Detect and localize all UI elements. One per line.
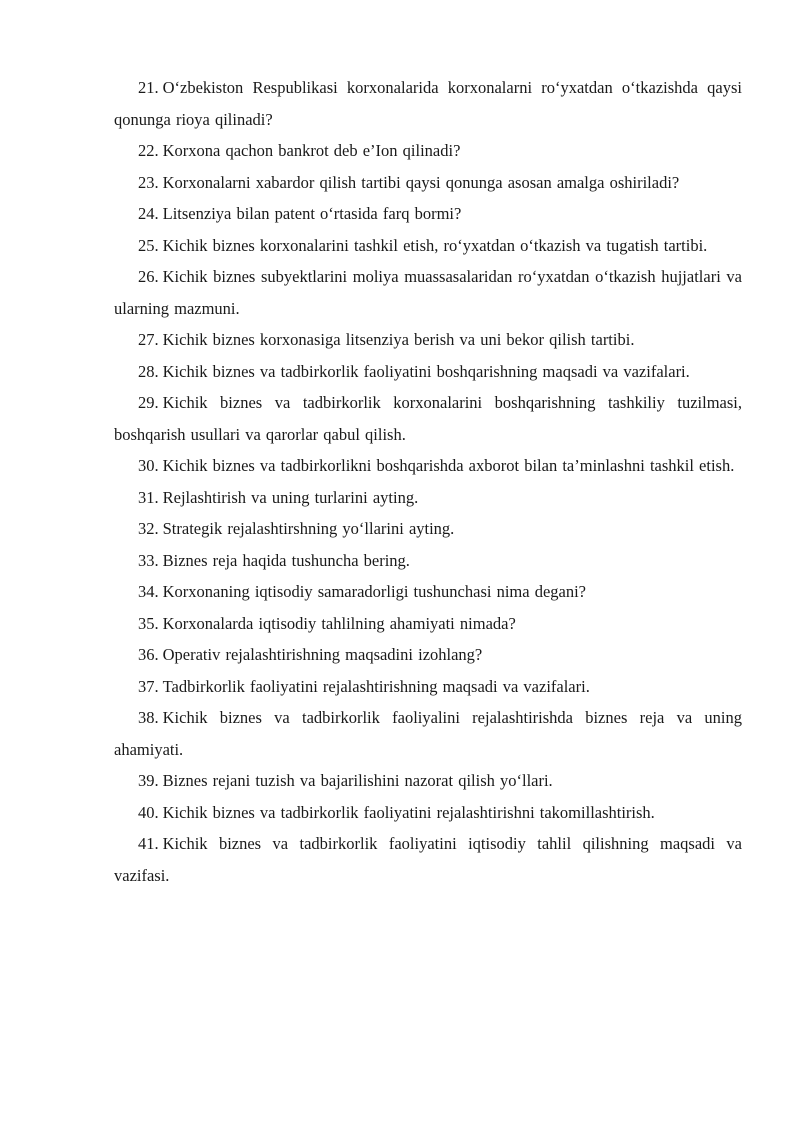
- question-item: [114, 450, 742, 482]
- question-number: 26.: [138, 267, 159, 286]
- question-item: [114, 545, 742, 577]
- question-number: 41.: [138, 834, 159, 853]
- question-item: [114, 576, 742, 608]
- question-number: 36.: [138, 645, 159, 664]
- question-text: Korxonalarni xabardor qilish tartibi qaysi qonunga asosan amalga oshiriladi?: [162, 172, 680, 192]
- question-number: 34.: [138, 582, 159, 601]
- question-text: Kichik biznes va tadbirkorlik faoliyatini rejalashtirishni takomillashtirish.: [162, 802, 655, 822]
- question-item: [114, 671, 742, 703]
- question-item: [114, 230, 742, 262]
- question-number: 23.: [138, 172, 159, 192]
- question-number: 29.: [138, 393, 159, 412]
- question-item: [114, 608, 742, 640]
- question-item: [114, 765, 742, 797]
- question-item: [114, 482, 742, 514]
- question-item: [114, 702, 742, 765]
- question-number: 22.: [138, 141, 159, 160]
- question-item: [114, 324, 742, 356]
- question-text: Litsenziya bilan patent o‘rtasida farq bormi?: [162, 204, 462, 223]
- question-item: [114, 797, 742, 829]
- question-text: O‘zbekiston Respublikasi korxonalarida korxonalarni ro‘yxatdan o‘tkazishda qaysi qonunga rioya qilinadi?: [114, 78, 742, 129]
- question-number: 30.: [138, 456, 159, 475]
- question-number: 24.: [138, 204, 159, 223]
- question-number: 33.: [138, 550, 159, 570]
- question-number: 31.: [138, 487, 159, 507]
- question-text: Tadbirkorlik faoliyatini rejalashtirishning maqsadi va vazifalari.: [162, 676, 590, 696]
- question-text: Strategik rejalashtirshning yo‘llarini ayting.: [162, 519, 455, 538]
- question-text: Korxonalarda iqtisodiy tahlilning ahamiyati nimada?: [162, 613, 516, 633]
- question-text: Korxona qachon bankrot deb e’Ion qilinadi?: [162, 141, 461, 160]
- question-item: [114, 167, 742, 199]
- question-item: [114, 639, 742, 671]
- question-number: 40.: [138, 802, 159, 822]
- document-page: [114, 72, 742, 891]
- question-text: Kichik biznes va tadbirkorlik faoliyatini boshqarishning maqsadi va vazifalari.: [162, 361, 690, 381]
- question-text: Kichik biznes korxonasiga litsenziya berish va uni bekor qilish tartibi.: [162, 330, 635, 349]
- question-text: Kichik biznes va tadbirkorlik faoliyatini iqtisodiy tahlil qilishning maqsadi va vazifasi.: [114, 834, 742, 885]
- question-item: [114, 513, 742, 545]
- question-number: 32.: [138, 519, 159, 538]
- question-number: 28.: [138, 361, 159, 381]
- question-number: 25.: [138, 235, 159, 255]
- question-number: 39.: [138, 771, 159, 790]
- question-number: 35.: [138, 613, 159, 633]
- question-number: 38.: [138, 708, 159, 727]
- question-item: [114, 198, 742, 230]
- question-item: [114, 72, 742, 135]
- question-text: Biznes rejani tuzish va bajarilishini nazorat qilish yo‘llari.: [162, 771, 553, 790]
- question-text: Kichik biznes va tadbirkorlik korxonalarini boshqarishning tashkiliy tuzilmasi, boshqarish usullari va qarorlar qabul qilish.: [114, 393, 742, 444]
- question-item: [114, 261, 742, 324]
- question-text: Kichik biznes korxonalarini tashkil etish, ro‘yxatdan o‘tkazish va tugatish tartibi.: [162, 235, 708, 255]
- question-text: Operativ rejalashtirishning maqsadini izohlang?: [162, 645, 483, 664]
- question-item: [114, 135, 742, 167]
- question-number: 37.: [138, 676, 159, 696]
- question-item: [114, 828, 742, 891]
- question-text: Kichik biznes va tadbirkorlik faoliyalini rejalashtirishda biznes reja va uning ahamiyati.: [114, 708, 742, 759]
- question-text: Rejlashtirish va uning turlarini ayting.: [162, 487, 419, 507]
- question-text: Biznes reja haqida tushuncha bering.: [162, 550, 410, 570]
- question-item: [114, 387, 742, 450]
- question-number: 21.: [138, 78, 159, 97]
- question-number: 27.: [138, 330, 159, 349]
- question-text: Korxonaning iqtisodiy samaradorligi tushunchasi nima degani?: [162, 582, 586, 601]
- question-item: [114, 356, 742, 388]
- question-text: Kichik biznes va tadbirkorlikni boshqarishda axborot bilan ta’minlashni tashkil etish.: [162, 456, 735, 475]
- question-text: Kichik biznes subyektlarini moliya muassasalaridan ro‘yxatdan o‘tkazish hujjatlari va ularning mazmuni.: [114, 267, 742, 318]
